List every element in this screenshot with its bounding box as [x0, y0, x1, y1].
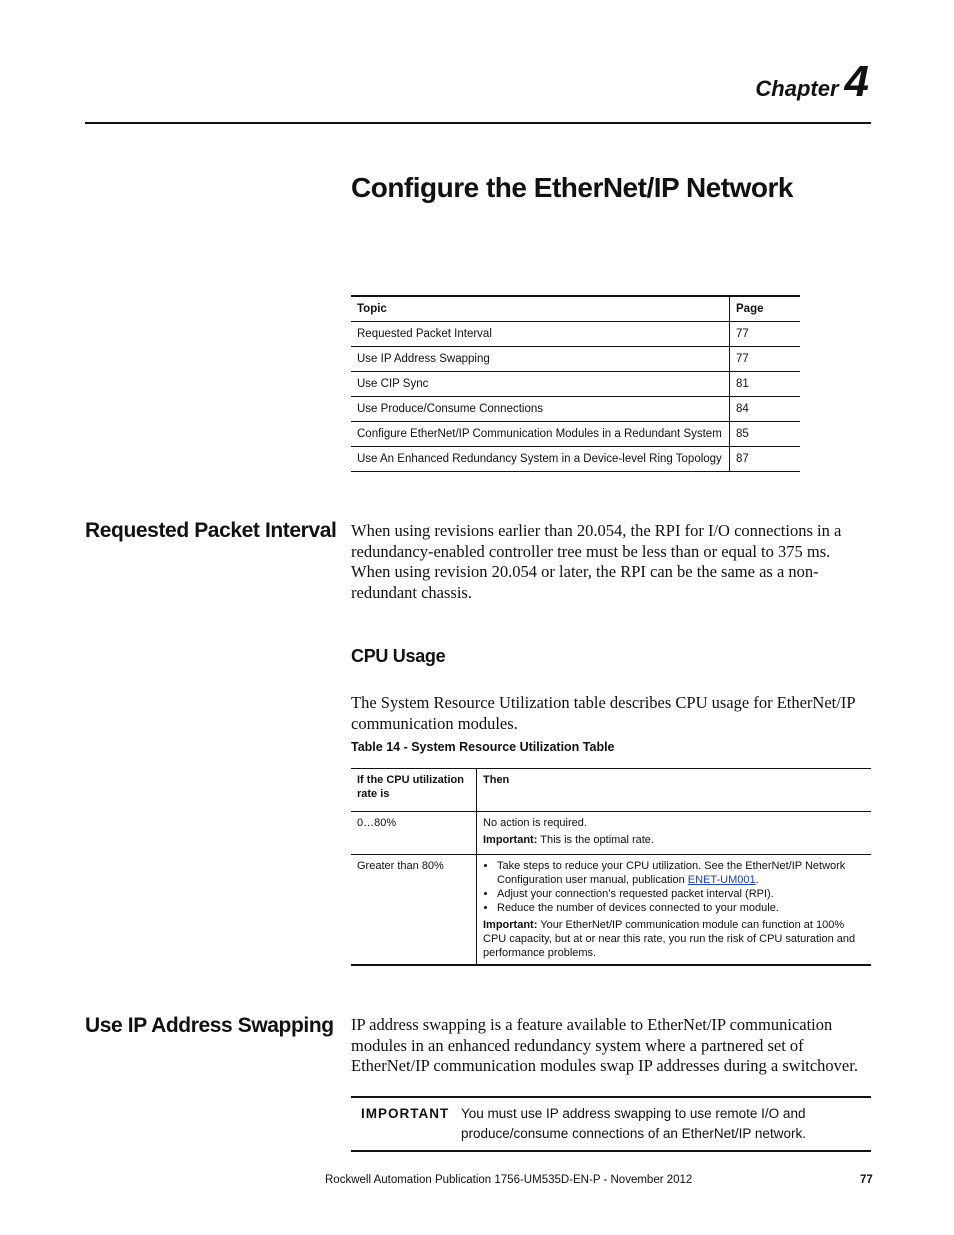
- action-list: [483, 859, 865, 915]
- cpu-table-header: [351, 769, 871, 812]
- important-box-label: IMPORTANT: [361, 1106, 450, 1121]
- rpi-heading: Requested Packet Interval: [85, 519, 337, 542]
- important-label: Important:: [483, 834, 538, 846]
- important-text: Your EtherNet/IP communication module can function at 100% CPU capacity, but at or near this rate, you run the risk of CPU saturation and performance problems.: [483, 919, 856, 959]
- important-box: [351, 1096, 871, 1152]
- bullet-text-end: .: [755, 874, 759, 886]
- important-box-text: You must use IP address swapping to use remote I/O and produce/consume connections of an EtherNet/IP network.: [461, 1106, 806, 1141]
- table-row: [351, 372, 800, 397]
- table-row: [351, 397, 800, 422]
- page-cell: 77: [730, 322, 801, 347]
- page-cell: 85: [730, 422, 801, 447]
- important-text: This is the optimal rate.: [537, 834, 654, 846]
- page-cell: 77: [730, 347, 801, 372]
- page-cell: 87: [730, 447, 801, 472]
- table-row: [351, 322, 800, 347]
- table-row: [351, 812, 871, 855]
- footer-publication: Rockwell Automation Publication 1756-UM535D-EN-P - November 2012: [325, 1174, 693, 1186]
- list-item: • Adjust your connection’s requested packet interval (RPI).: [497, 887, 865, 901]
- action-cell: [477, 812, 872, 855]
- page-header: Page: [730, 296, 801, 322]
- bullet-text: Take steps to reduce your CPU utilization. See the EtherNet/IP Network Configuration user manual, publication: [497, 860, 846, 886]
- action-cell: [477, 855, 872, 966]
- ip-swapping-body: IP address swapping is a feature available to EtherNet/IP communication modules in an enhanced redundancy system where a partnered set of EtherNet/IP communication modules swap IP addresses during a switchover.: [351, 1015, 858, 1075]
- topic-table-header: [351, 296, 800, 322]
- rpi-body: When using revisions earlier than 20.054, the RPI for I/O connections in a redundancy-enabled controller tree must be less than or equal to 375 ms. When using revision 20.054 or later, the RPI can be the same as a non-redundant chassis.: [351, 521, 842, 602]
- rate-header: If the CPU utilization rate is: [351, 769, 477, 812]
- topic-cell: Requested Packet Interval: [351, 322, 730, 347]
- then-header: Then: [477, 769, 872, 812]
- chapter-divider: [85, 122, 871, 124]
- table-row: [351, 855, 871, 966]
- important-label: Important:: [483, 919, 538, 931]
- chapter-label: [755, 57, 869, 106]
- topic-cell: Use Produce/Consume Connections: [351, 397, 730, 422]
- page-cell: 84: [730, 397, 801, 422]
- topic-cell: Use IP Address Swapping: [351, 347, 730, 372]
- topic-cell: Use An Enhanced Redundancy System in a Device-level Ring Topology: [351, 447, 730, 472]
- page-title: Configure the EtherNet/IP Network: [351, 172, 793, 203]
- footer-page-number: 77: [860, 1174, 873, 1186]
- table-caption: Table 14 - System Resource Utilization Table: [351, 740, 615, 754]
- chapter-word: Chapter: [755, 76, 839, 101]
- page-cell: 81: [730, 372, 801, 397]
- topic-header: Topic: [351, 296, 730, 322]
- table-row: [351, 447, 800, 472]
- important-note: [483, 918, 865, 960]
- important-note: [483, 833, 865, 847]
- enet-um001-link[interactable]: ENET-UM001: [687, 874, 756, 886]
- rate-cell: Greater than 80%: [351, 855, 477, 966]
- chapter-number: 4: [844, 57, 869, 106]
- rate-cell: 0…80%: [351, 812, 477, 855]
- cpu-usage-heading: CPU Usage: [351, 646, 446, 666]
- list-item: • Reduce the number of devices connected to your module.: [497, 901, 865, 915]
- cpu-utilization-table: [351, 768, 871, 966]
- action-text: No action is required.: [483, 817, 587, 829]
- topic-cell: Use CIP Sync: [351, 372, 730, 397]
- table-row: [351, 422, 800, 447]
- cpu-usage-body: The System Resource Utilization table describes CPU usage for EtherNet/IP communication modules.: [351, 693, 855, 733]
- table-row: [351, 347, 800, 372]
- topic-table: [351, 295, 800, 472]
- ip-swapping-heading: Use IP Address Swapping: [85, 1014, 334, 1037]
- topic-cell: Configure EtherNet/IP Communication Modules in a Redundant System: [351, 422, 730, 447]
- list-item: [497, 859, 865, 887]
